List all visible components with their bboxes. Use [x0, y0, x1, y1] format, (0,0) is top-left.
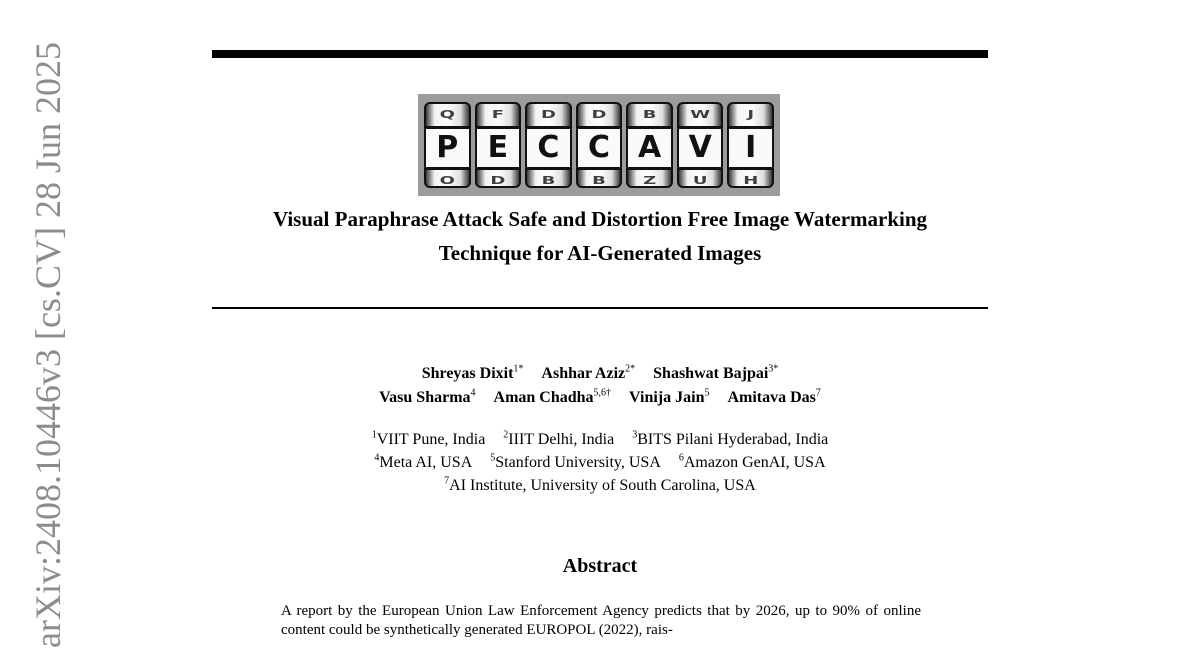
mid-rule [212, 307, 988, 309]
author-list [200, 362, 1000, 410]
author: Shashwat Bajpai$^{3*}$ [653, 363, 779, 382]
affiliation: $^1$VIIT Pune, India [371, 429, 486, 448]
author: Aman Chadha$^{5,6\dagger}$ [493, 387, 612, 406]
author: Amitava Das$^7$ [727, 387, 821, 406]
affiliation-list [200, 428, 1000, 497]
top-rule [212, 50, 988, 58]
author: Shreyas Dixit$^{1*}$ [421, 363, 524, 382]
logo-reel: Q P O [424, 102, 471, 188]
affiliation: $^4$Meta AI, USA [374, 452, 473, 471]
logo-reel: J I H [727, 102, 774, 188]
affiliation: $^7$AI Institute, University of South Carolina, USA [444, 475, 756, 494]
logo-reel: F E D [475, 102, 522, 188]
arxiv-stamp: arXiv:2408.10446v3 [cs.CV] 28 Jun 2025 [28, 42, 68, 648]
affiliation: $^2$IIIT Delhi, India [503, 429, 615, 448]
affiliation: $^5$Stanford University, USA [490, 452, 661, 471]
title-line: Technique for AI-Generated Images [438, 241, 762, 265]
logo-reel: D C B [576, 102, 623, 188]
affiliation: $^6$Amazon GenAI, USA [678, 452, 826, 471]
author: Vinija Jain$^5$ [629, 387, 710, 406]
peccavi-logo [418, 94, 780, 196]
affiliation: $^3$BITS Pilani Hyderabad, India [632, 429, 829, 448]
logo-reel: B A Z [626, 102, 673, 188]
abstract-text: A report by the European Union Law Enforcement Agency predicts that by 2026, up to 90% of online content could be synthetically generated EUROPOL (2022), rais- [281, 603, 921, 638]
logo-reel: W V U [677, 102, 724, 188]
logo-reel: D C B [525, 102, 572, 188]
abstract-heading: Abstract [562, 555, 638, 577]
author: Ashhar Aziz$^{2*}$ [541, 363, 636, 382]
paper-title [200, 202, 1000, 270]
title-line: Visual Paraphrase Attack Safe and Distortion Free Image Watermarking [272, 207, 928, 231]
author: Vasu Sharma$^4$ [379, 387, 476, 406]
